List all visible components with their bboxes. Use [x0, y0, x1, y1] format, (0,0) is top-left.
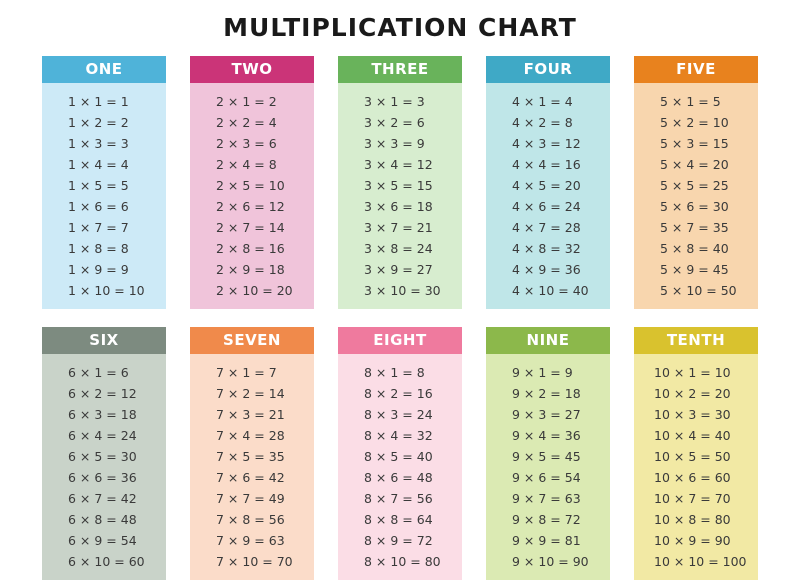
equation-row: 10 × 10 = 100: [654, 554, 747, 569]
equation-row: 1 × 5 = 5: [68, 178, 129, 193]
equation-row: 6 × 10 = 60: [68, 554, 145, 569]
table-six: [42, 327, 166, 580]
equation-row: 4 × 2 = 8: [512, 115, 573, 130]
chart-row-top: [42, 56, 758, 309]
equation-row: 1 × 3 = 3: [68, 136, 129, 151]
equation-row: 7 × 5 = 35: [216, 449, 285, 464]
equation-row: 1 × 8 = 8: [68, 241, 129, 256]
equation-row: 9 × 6 = 54: [512, 470, 581, 485]
equation-row: 2 × 2 = 4: [216, 115, 277, 130]
equation-row: 10 × 2 = 20: [654, 386, 731, 401]
equation-row: 3 × 2 = 6: [364, 115, 425, 130]
equation-row: 9 × 2 = 18: [512, 386, 581, 401]
table-header-two: TWO: [190, 56, 314, 83]
equation-row: 4 × 9 = 36: [512, 262, 581, 277]
equation-row: 3 × 1 = 3: [364, 94, 425, 109]
equation-row: 5 × 2 = 10: [660, 115, 729, 130]
equation-row: 5 × 4 = 20: [660, 157, 729, 172]
table-eight: [338, 327, 462, 580]
equation-row: 2 × 6 = 12: [216, 199, 285, 214]
equation-row: 4 × 1 = 4: [512, 94, 573, 109]
equation-row: 1 × 2 = 2: [68, 115, 129, 130]
table-header-one: ONE: [42, 56, 166, 83]
equation-row: 9 × 5 = 45: [512, 449, 581, 464]
equation-row: 6 × 7 = 42: [68, 491, 137, 506]
equation-row: 9 × 8 = 72: [512, 512, 581, 527]
equation-row: 7 × 8 = 56: [216, 512, 285, 527]
equation-row: 10 × 1 = 10: [654, 365, 731, 380]
table-one: [42, 56, 166, 309]
equation-row: 7 × 6 = 42: [216, 470, 285, 485]
table-header-tenth: TENTH: [634, 327, 758, 354]
table-header-nine: NINE: [486, 327, 610, 354]
equation-row: 2 × 4 = 8: [216, 157, 277, 172]
table-body-three: [338, 83, 462, 309]
equation-row: 9 × 7 = 63: [512, 491, 581, 506]
equation-row: 7 × 9 = 63: [216, 533, 285, 548]
table-body-tenth: [634, 354, 758, 580]
equation-row: 5 × 1 = 5: [660, 94, 721, 109]
equation-row: 3 × 8 = 24: [364, 241, 433, 256]
equation-row: 5 × 10 = 50: [660, 283, 737, 298]
equation-row: 6 × 3 = 18: [68, 407, 137, 422]
equation-row: 10 × 3 = 30: [654, 407, 731, 422]
table-body-seven: [190, 354, 314, 580]
table-header-four: FOUR: [486, 56, 610, 83]
equation-row: 10 × 4 = 40: [654, 428, 731, 443]
equation-row: 6 × 4 = 24: [68, 428, 137, 443]
equation-row: 5 × 6 = 30: [660, 199, 729, 214]
equation-row: 1 × 6 = 6: [68, 199, 129, 214]
equation-row: 6 × 5 = 30: [68, 449, 137, 464]
equation-row: 7 × 7 = 49: [216, 491, 285, 506]
equation-row: 7 × 3 = 21: [216, 407, 285, 422]
table-body-one: [42, 83, 166, 309]
equation-row: 1 × 4 = 4: [68, 157, 129, 172]
equation-row: 4 × 8 = 32: [512, 241, 581, 256]
equation-row: 6 × 6 = 36: [68, 470, 137, 485]
equation-row: 9 × 10 = 90: [512, 554, 589, 569]
equation-row: 4 × 3 = 12: [512, 136, 581, 151]
equation-row: 2 × 3 = 6: [216, 136, 277, 151]
page-title: MULTIPLICATION CHART: [223, 13, 577, 42]
table-body-five: [634, 83, 758, 309]
table-header-seven: SEVEN: [190, 327, 314, 354]
equation-row: 8 × 10 = 80: [364, 554, 441, 569]
equation-row: 8 × 2 = 16: [364, 386, 433, 401]
table-five: [634, 56, 758, 309]
equation-row: 10 × 8 = 80: [654, 512, 731, 527]
equation-row: 7 × 2 = 14: [216, 386, 285, 401]
equation-row: 8 × 4 = 32: [364, 428, 433, 443]
equation-row: 3 × 4 = 12: [364, 157, 433, 172]
equation-row: 7 × 4 = 28: [216, 428, 285, 443]
table-header-six: SIX: [42, 327, 166, 354]
table-seven: [190, 327, 314, 580]
equation-row: 5 × 8 = 40: [660, 241, 729, 256]
equation-row: 4 × 7 = 28: [512, 220, 581, 235]
equation-row: 3 × 7 = 21: [364, 220, 433, 235]
table-body-eight: [338, 354, 462, 580]
equation-row: 9 × 9 = 81: [512, 533, 581, 548]
table-header-five: FIVE: [634, 56, 758, 83]
equation-row: 5 × 9 = 45: [660, 262, 729, 277]
table-body-six: [42, 354, 166, 580]
equation-row: 9 × 1 = 9: [512, 365, 573, 380]
chart-grid: [0, 42, 800, 580]
equation-row: 10 × 7 = 70: [654, 491, 731, 506]
table-header-three: THREE: [338, 56, 462, 83]
equation-row: 1 × 7 = 7: [68, 220, 129, 235]
equation-row: 7 × 1 = 7: [216, 365, 277, 380]
equation-row: 3 × 5 = 15: [364, 178, 433, 193]
equation-row: 8 × 5 = 40: [364, 449, 433, 464]
chart-row-bottom: [42, 327, 758, 580]
equation-row: 4 × 10 = 40: [512, 283, 589, 298]
equation-row: 3 × 6 = 18: [364, 199, 433, 214]
table-tenth: [634, 327, 758, 580]
equation-row: 8 × 1 = 8: [364, 365, 425, 380]
equation-row: 3 × 3 = 9: [364, 136, 425, 151]
equation-row: 7 × 10 = 70: [216, 554, 293, 569]
table-four: [486, 56, 610, 309]
equation-row: 5 × 5 = 25: [660, 178, 729, 193]
table-two: [190, 56, 314, 309]
equation-row: 1 × 10 = 10: [68, 283, 145, 298]
equation-row: 8 × 8 = 64: [364, 512, 433, 527]
equation-row: 2 × 5 = 10: [216, 178, 285, 193]
equation-row: 10 × 9 = 90: [654, 533, 731, 548]
equation-row: 1 × 1 = 1: [68, 94, 129, 109]
equation-row: 3 × 9 = 27: [364, 262, 433, 277]
equation-row: 3 × 10 = 30: [364, 283, 441, 298]
equation-row: 10 × 6 = 60: [654, 470, 731, 485]
equation-row: 4 × 4 = 16: [512, 157, 581, 172]
equation-row: 6 × 8 = 48: [68, 512, 137, 527]
equation-row: 4 × 5 = 20: [512, 178, 581, 193]
equation-row: 2 × 10 = 20: [216, 283, 293, 298]
equation-row: 8 × 7 = 56: [364, 491, 433, 506]
equation-row: 2 × 8 = 16: [216, 241, 285, 256]
equation-row: 6 × 1 = 6: [68, 365, 129, 380]
table-body-two: [190, 83, 314, 309]
table-body-nine: [486, 354, 610, 580]
equation-row: 9 × 4 = 36: [512, 428, 581, 443]
equation-row: 5 × 7 = 35: [660, 220, 729, 235]
table-body-four: [486, 83, 610, 309]
equation-row: 8 × 9 = 72: [364, 533, 433, 548]
equation-row: 8 × 6 = 48: [364, 470, 433, 485]
equation-row: 9 × 3 = 27: [512, 407, 581, 422]
equation-row: 6 × 9 = 54: [68, 533, 137, 548]
equation-row: 4 × 6 = 24: [512, 199, 581, 214]
equation-row: 1 × 9 = 9: [68, 262, 129, 277]
equation-row: 6 × 2 = 12: [68, 386, 137, 401]
table-nine: [486, 327, 610, 580]
equation-row: 2 × 1 = 2: [216, 94, 277, 109]
equation-row: 2 × 7 = 14: [216, 220, 285, 235]
equation-row: 5 × 3 = 15: [660, 136, 729, 151]
equation-row: 8 × 3 = 24: [364, 407, 433, 422]
table-header-eight: EIGHT: [338, 327, 462, 354]
equation-row: 10 × 5 = 50: [654, 449, 731, 464]
table-three: [338, 56, 462, 309]
equation-row: 2 × 9 = 18: [216, 262, 285, 277]
